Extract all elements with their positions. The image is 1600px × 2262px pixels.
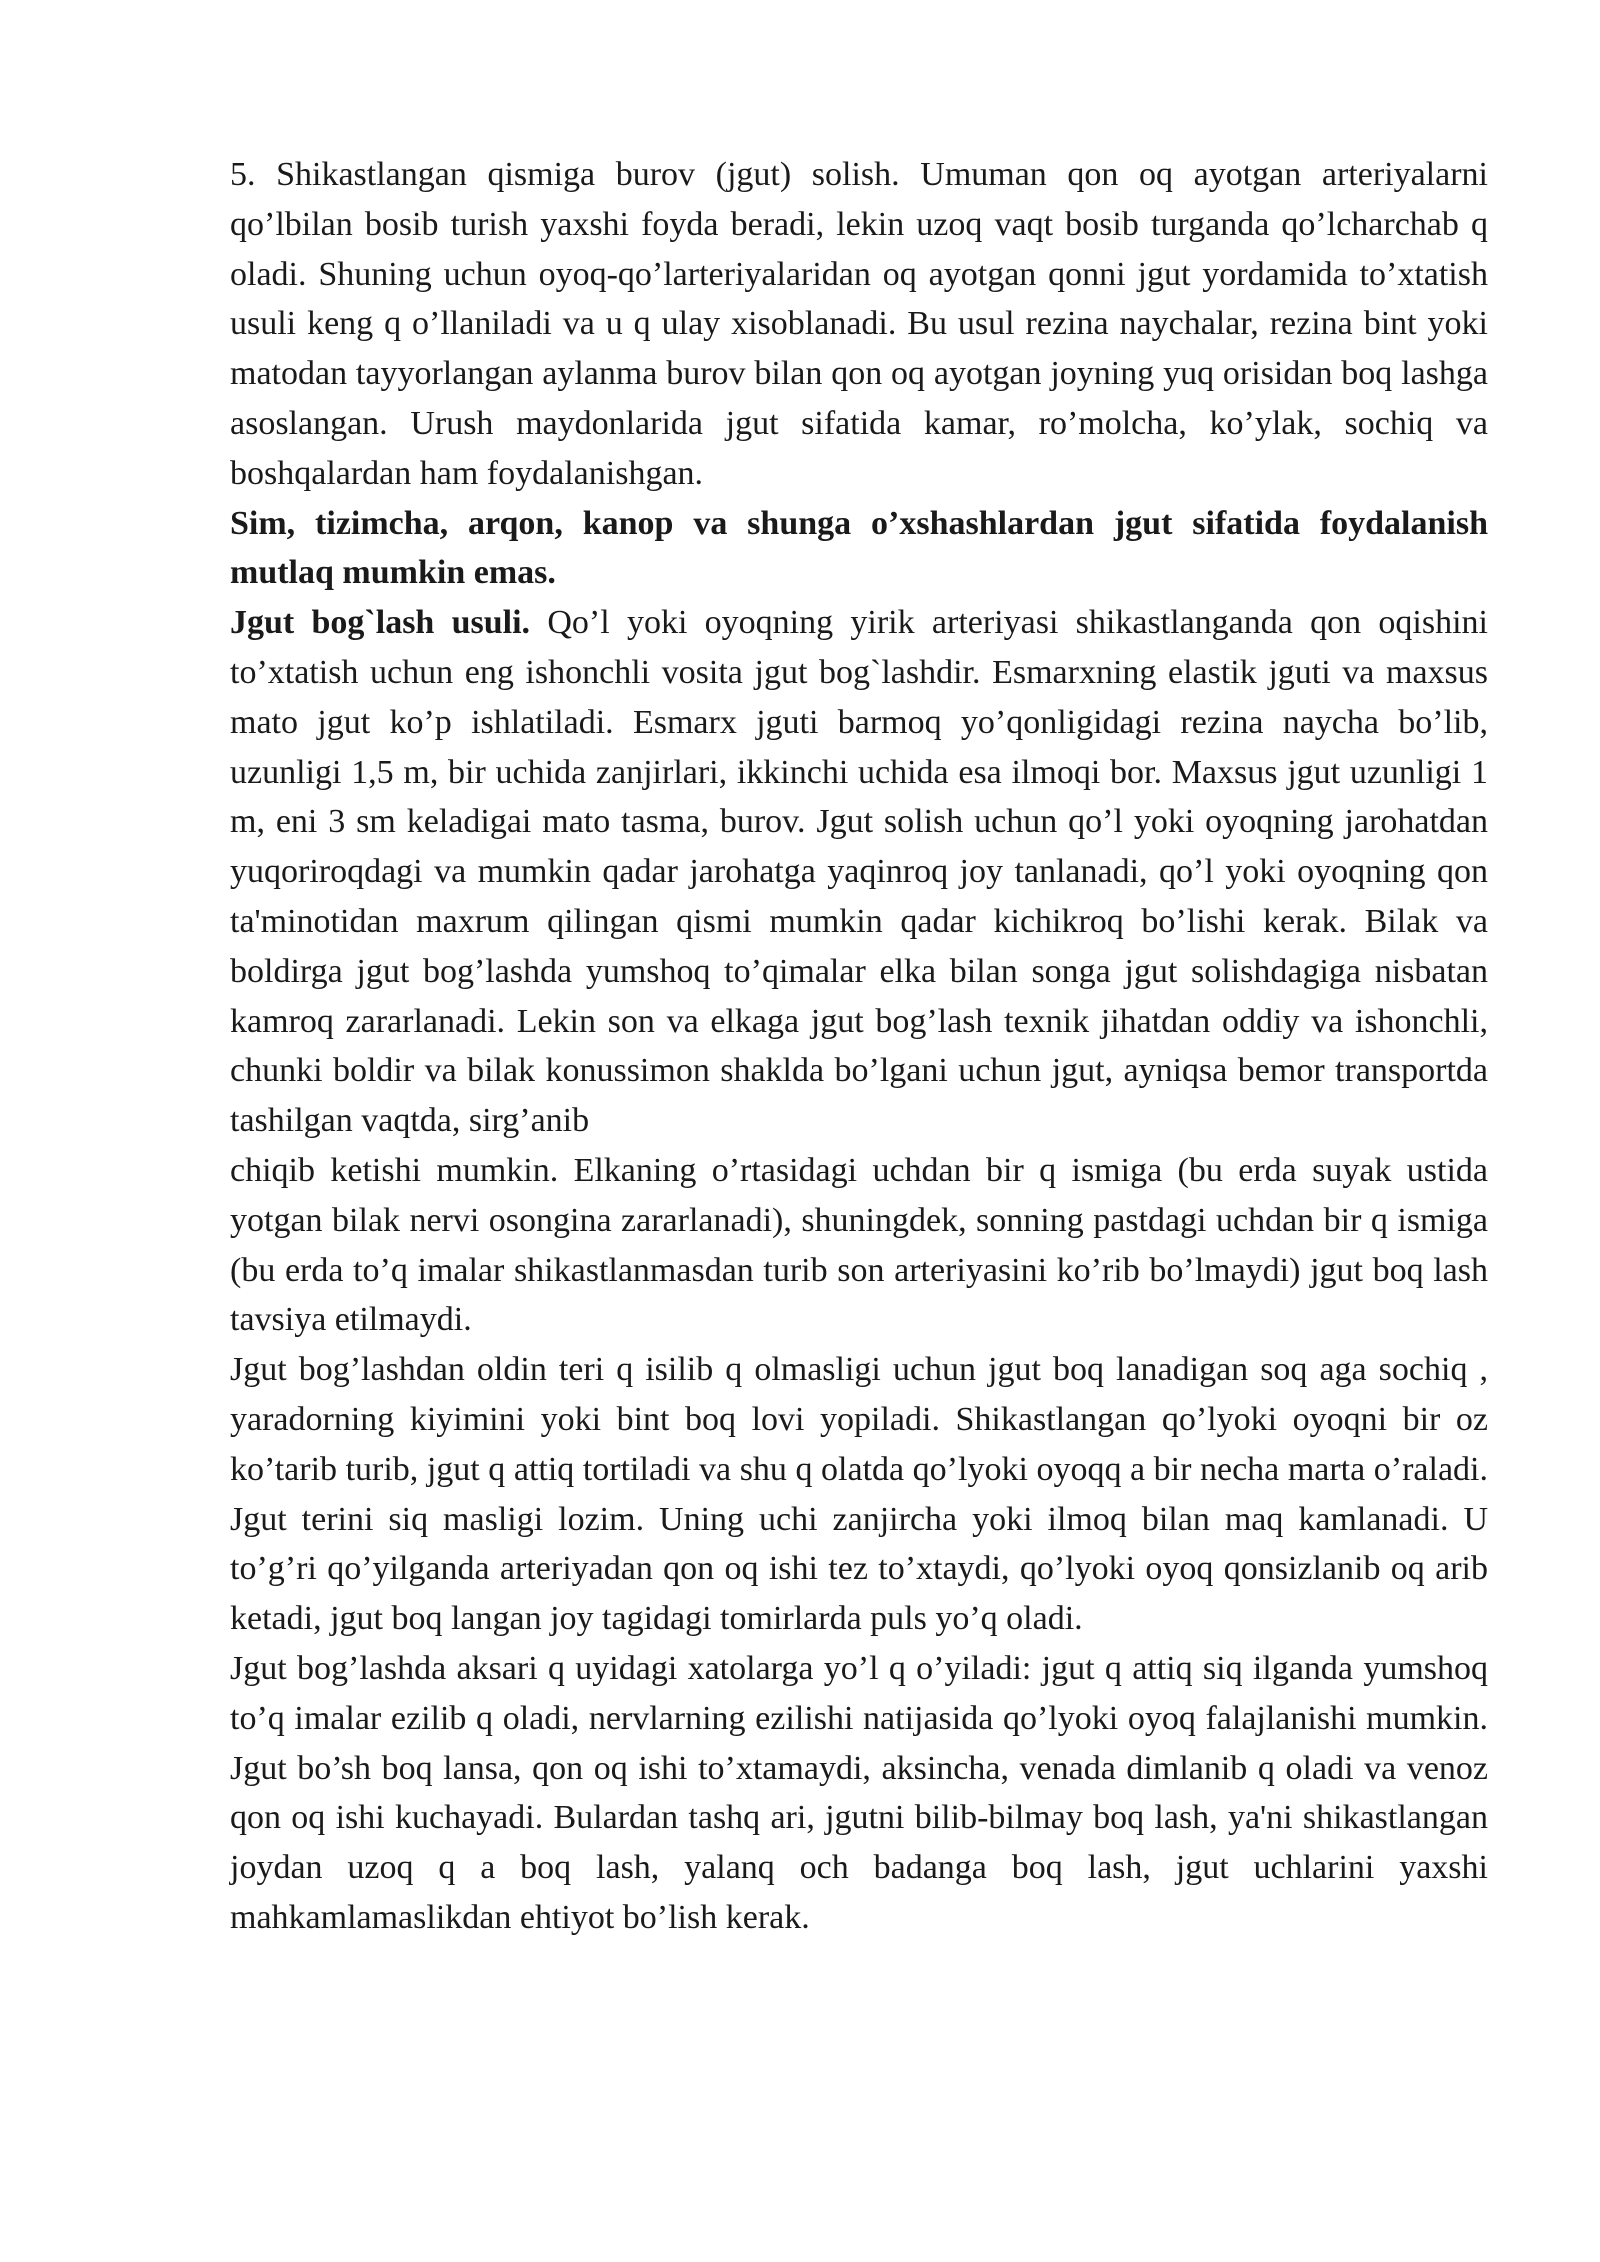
- paragraph-tourniquet-method: [230, 598, 1488, 1146]
- paragraph-text: Qo’l yoki oyoqning yirik arteriyasi shikastlanganda qon oqishini to’xtatish uchun eng ishonchli vosita jgut bog`lashdir. Esmarxning elastik jguti va maxsus mato jgut ko’p ishlatiladi. Esmarx jguti barmoq yo’qonligidagi rezina naycha bo’lib, uzunligi 1,5 m, bir uchida zanjirlari, ikkinchi uchida esa ilmoqi bor. Maxsus jgut uzunligi 1 m, eni 3 sm keladigai mato tasma, burov. Jgut solish uchun qo’l yoki oyoqning jarohatdan yuqoriroqdagi va mumkin qadar jarohatga yaqinroq joy tanlanadi, qo’l yoki oyoqning qon ta'minotidan maxrum qilingan qismi mumkin qadar kichikroq bo’lishi kerak. Bilak va boldirga jgut bog’lashda yumshoq to’qimalar elka bilan songa jgut solishdagiga nisbatan kamroq zararlanadi. Lekin son va elkaga jgut bog’lash texnik jihatdan oddiy va ishonchli, chunki boldir va bilak konussimon shaklda bo’lgani uchun jgut, ayniqsa bemor transportda tashilgan vaqtda, sirg’anib: [230, 604, 1488, 1140]
- section-heading: Jgut bog`lash usuli.: [230, 604, 531, 642]
- paragraph-warning: Sim, tizimcha, arqon, kanop va shunga o’xshashlardan jgut sifatida foydalanish mutlaq mumkin emas.: [230, 504, 1488, 592]
- paragraph-application: Jgut bog’lashdan oldin teri q isilib q olmasligi uchun jgut boq lanadigan soq aga sochiq , yaradorning kiyimini yoki bint boq lovi yopiladi. Shikastlangan qo’lyoki oyoqni bir oz ko’tarib turib, jgut q attiq tortiladi va shu q olatda qo’lyoki oyoqq a bir necha marta o’raladi. Jgut terini siq masligi lozim. Uning uchi zanjircha yoki ilmoq bilan maq kamlanadi. U to’g’ri qo’yilganda arteriyadan qon oq ishi tez to’xtaydi, qo’lyoki oyoq qonsizlanib oq arib ketadi, jgut boq langan joy tagidagi tomirlarda puls yo’q oladi.: [230, 1351, 1488, 1638]
- paragraph-tourniquet-intro: 5. Shikastlangan qismiga burov (jgut) solish. Umuman qon oq ayotgan arteriyalarni qo’lbilan bosib turish yaxshi foyda beradi, lekin uzoq vaqt bosib turganda qo’lcharchab q oladi. Shuning uchun oyoq-qo’larteriyalaridan oq ayotgan qonni jgut yordamida to’xtatish usuli keng q o’llaniladi va u q ulay xisoblanadi. Bu usul rezina naychalar, rezina bint yoki matodan tayyorlangan aylanma burov bilan qon oq ayotgan joyning yuq orisidan boq lashga asoslangan. Urush maydonlarida jgut sifatida kamar, ro’molcha, ko’ylak, sochiq va boshqalardan ham foydalanishgan.: [230, 156, 1488, 492]
- paragraph-mistakes: Jgut bog’lashda aksari q uyidagi xatolarga yo’l q o’yiladi: jgut q attiq siq ilganda yumshoq to’q imalar ezilib q oladi, nervlarning ezilishi natijasida qo’lyoki oyoq falajlanishi mumkin. Jgut bo’sh boq lansa, qon oq ishi to’xtamaydi, aksincha, venada dimlanib q oladi va venoz qon oq ishi kuchayadi. Bulardan tashq ari, jgutni bilib-bilmay boq lash, ya'ni shikastlangan joydan uzoq q a boq lash, yalanq och badanga boq lash, jgut uchlarini yaxshi mahkamlamaslikdan ehtiyot bo’lish kerak.: [230, 1649, 1488, 1936]
- paragraph-contraindications: chiqib ketishi mumkin. Elkaning o’rtasidagi uchdan bir q ismiga (bu erda suyak ustida yotgan bilak nervi osongina zararlanadi), shuningdek, sonning pastdagi uchdan bir q ismiga (bu erda to’q imalar shikastlanmasdan turib son arteriyasini ko’rib bo’lmaydi) jgut boq lash tavsiya etilmaydi.: [230, 1151, 1488, 1339]
- document-page: [230, 150, 1488, 1943]
